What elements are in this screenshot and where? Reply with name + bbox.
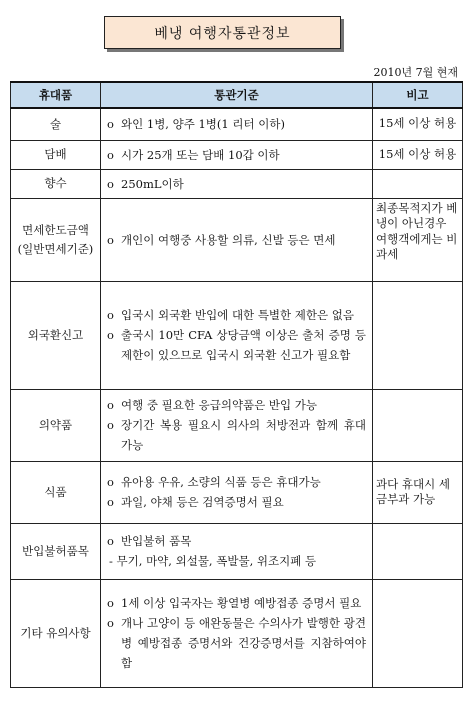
row-item-label: 반입불허품목 [11,523,101,579]
bullet-marker: o [107,495,114,510]
row-standard [101,579,373,687]
bullet-marker: o [107,176,114,191]
row-note: 최종목적지가 베냉이 아닌경우 여행객에게는 비과세 [373,198,463,281]
table-header-row [11,82,463,108]
row-note: 과다 휴대시 세금부과 가능 [373,461,463,523]
row-note: 15세 이상 허용 [373,140,463,169]
row-item-label: 향수 [11,169,101,198]
table-row [11,389,463,461]
bullet-text: 과일, 야채 등은 검역증명서 필요 [121,495,284,510]
bullet-text: 와인 1병, 양주 1병(1 리터 이하) [121,117,285,132]
row-standard [101,523,373,579]
bullet-text: 개인이 여행중 사용할 의류, 신발 등은 면세 [121,232,336,247]
row-item-label: 담배 [11,140,101,169]
bullet-marker: o [107,616,114,631]
bullet-item [107,415,366,455]
bullet-item [107,174,366,194]
header-standard: 통관기준 [101,82,373,108]
header-note: 비고 [373,82,463,108]
bullet-item [107,531,366,551]
table-row [11,281,463,389]
dash-item: - 무기, 마약, 외설물, 폭발물, 위조지폐 등 [109,554,317,569]
bullet-item [107,395,366,415]
row-standard [101,169,373,198]
bullet-item [107,325,366,365]
bullet-marker: o [107,534,114,549]
row-note [373,523,463,579]
row-standard [101,281,373,389]
row-standard [101,198,373,281]
bullet-item [107,593,366,613]
row-item-label: 식품 [11,461,101,523]
page-title: 베냉 여행자통관정보 [104,16,341,49]
row-note: 15세 이상 허용 [373,108,463,140]
table-row [11,140,463,169]
row-standard [101,461,373,523]
row-standard [101,108,373,140]
bullet-item [107,472,366,492]
bullet-text: 유아용 우유, 소량의 식품 등은 휴대가능 [121,475,321,490]
table-row [11,108,463,140]
bullet-item [107,230,366,250]
header-item: 휴대품 [11,82,101,108]
customs-info-table [10,81,463,688]
bullet-text: 입국시 외국환 반입에 대한 특별한 제한은 없음 [121,308,355,323]
bullet-text: 1세 이상 입국자는 황열병 예방접종 증명서 필요 [121,596,362,610]
bullet-marker: o [107,475,114,490]
bullet-marker: o [107,308,114,323]
row-note [373,169,463,198]
bullet-text: 여행 중 필요한 응급의약품은 반입 가능 [121,398,318,413]
bullet-text: 반입불허 품목 [121,534,192,549]
bullet-item [107,114,366,134]
row-item-label: 술 [11,108,101,140]
bullet-marker: o [107,418,114,433]
row-item-label: 기타 유의사항 [11,579,101,687]
table-row [11,169,463,198]
bullet-marker: o [107,117,114,132]
bullet-item [107,305,366,325]
row-note [373,389,463,461]
row-standard [101,140,373,169]
date-label: 2010년 7월 현재 [373,66,458,79]
table-row [11,523,463,579]
bullet-text: 250mL이하 [121,176,184,191]
row-note [373,579,463,687]
bullet-marker: o [107,596,114,610]
table-row [11,579,463,687]
row-item-label: 의약품 [11,389,101,461]
bullet-marker: o [107,232,114,247]
row-item-label: 면세한도금액 (일반면세기준) [11,198,101,281]
row-standard [101,389,373,461]
bullet-item [107,613,366,673]
bullet-marker: o [107,328,114,343]
row-note [373,281,463,389]
row-item-label: 외국환신고 [11,281,101,389]
bullet-item [107,145,366,165]
bullet-text: 장기간 복용 필요시 의사의 처방전과 함께 휴대 가능 [121,418,366,453]
table-row [11,198,463,281]
bullet-marker: o [107,398,114,413]
bullet-text: 출국시 10만 CFA 상당금액 이상은 출처 증명 등 제한이 있으므로 입국시 외국환 신고가 필요함 [121,328,366,363]
table-row [11,461,463,523]
bullet-text: 시가 25개 또는 담배 10갑 이하 [121,147,280,162]
bullet-marker: o [107,147,114,162]
bullet-text: 개나 고양이 등 애완동물은 수의사가 발행한 광견병 예방접종 증명서와 건강증명서를 지참하여야 함 [121,616,366,671]
bullet-item [107,492,366,512]
